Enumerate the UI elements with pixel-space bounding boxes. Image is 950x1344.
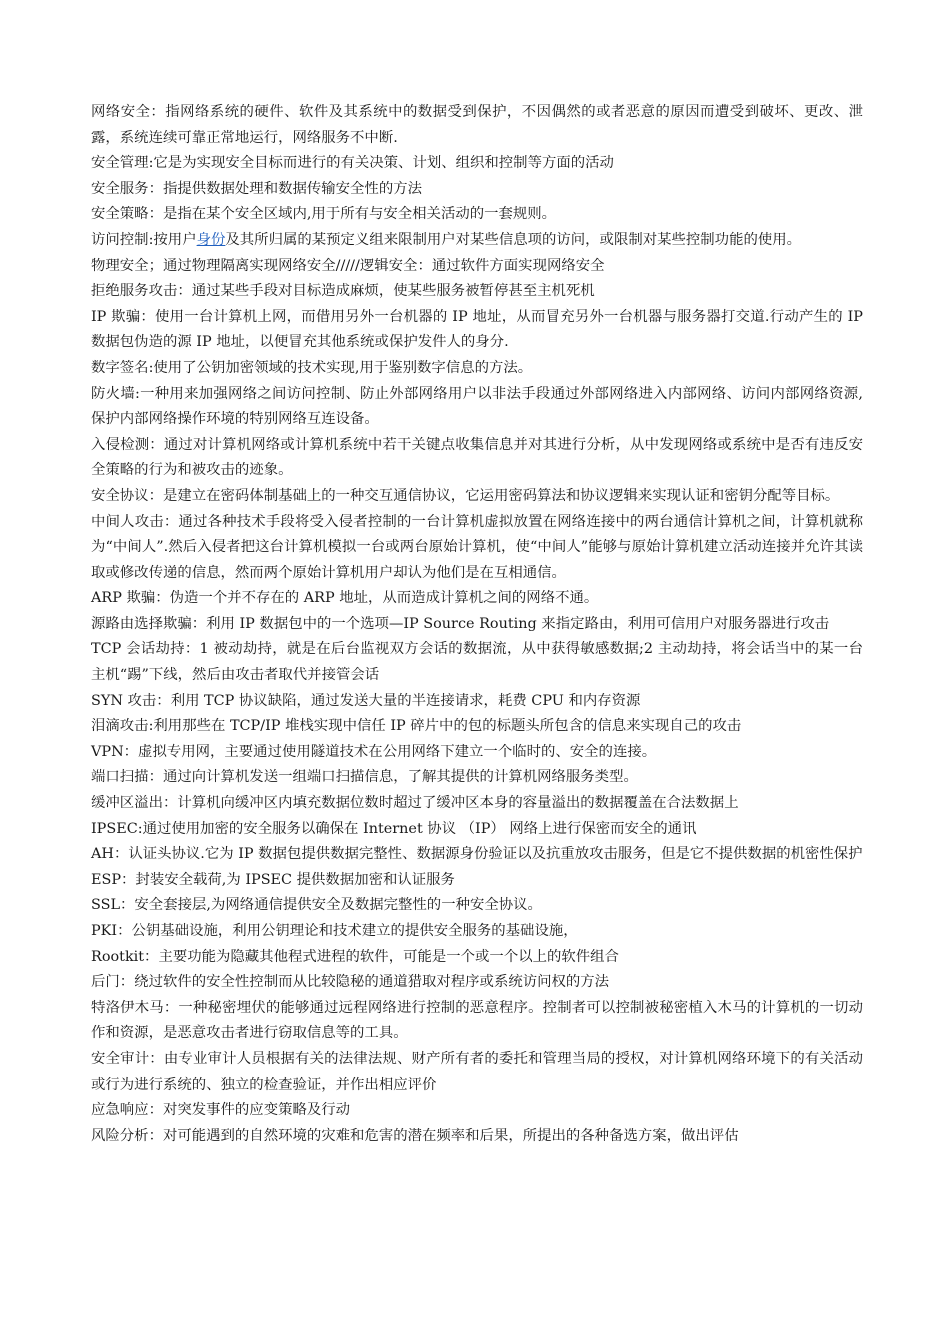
entry-risk-analysis: 风险分析：对可能遇到的自然环境的灾难和危害的潜在频率和后果，所提出的各种备选方案，做出评估 <box>91 1127 739 1144</box>
entry-security-service: 安全服务：指提供数据处理和数据传输安全性的方法 <box>91 180 422 197</box>
entry-mitm-attack: 中间人攻击：通过各种技术手段将受入侵者控制的一台计算机虚拟放置在网络连接中的两台通信计算机之间，计算机就称为“中间人”.然后入侵者把这台计算机模拟一台或两台原始计算机，使“中间人”能够与原始计算机建立活动连接并允许其读取或修改传递的信息，然而两个原始计算机用户却认为他们是在互相通信。 <box>91 513 863 581</box>
entry-teardrop-attack: 泪滴攻击:利用那些在 TCP/IP 堆栈实现中信任 IP 碎片中的包的标题头所包含的信息来实现自己的攻击 <box>91 718 742 735</box>
entry-buffer-overflow: 缓冲区溢出：计算机向缓冲区内填充数据位数时超过了缓冲区本身的容量溢出的数据覆盖在合法数据上 <box>91 795 739 812</box>
entry-digital-signature: 数字签名:使用了公钥加密领域的技术实现,用于鉴别数字信息的方法。 <box>91 359 533 376</box>
entry-backdoor: 后门：绕过软件的安全性控制而从比较隐秘的通道猎取对程序或系统访问权的方法 <box>91 974 610 991</box>
entry-rootkit: Rootkit：主要功能为隐藏其他程式进程的软件，可能是一个或一个以上的软件组合 <box>91 948 619 965</box>
entry-ah: AH：认证头协议.它为 IP 数据包提供数据完整性、数据源身份验证以及抗重放攻击服务，但是它不提供数据的机密性保护 <box>91 846 863 863</box>
entry-pki: PKI：公钥基础设施，利用公钥理论和技术建立的提供安全服务的基础设施， <box>91 923 578 939</box>
entry-tcp-hijacking: TCP 会话劫持：1 被动劫持，就是在后台监视双方会话的数据流，从中获得敏感数据;2 主动劫持，将会话当中的某一台主机“踢”下线，然后由攻击者取代并接管会话 <box>91 641 863 684</box>
entry-network-security: 网络安全：指网络系统的硬件、软件及其系统中的数据受到保护，不因偶然的或者恶意的原因而遭受到破坏、更改、泄露，系统连续可靠正常地运行，网络服务不中断. <box>91 104 863 146</box>
entry-emergency-response: 应急响应：对突发事件的应变策略及行动 <box>91 1102 351 1119</box>
entry-access-control-suffix: 及其所归属的某预定义组来限制用户对某些信息项的访问，或限制对某些控制功能的使用。 <box>225 231 802 248</box>
entry-port-scan: 端口扫描：通过向计算机发送一组端口扫描信息，了解其提供的计算机网络服务类型。 <box>91 769 638 786</box>
entry-syn-attack: SYN 攻击：利用 TCP 协议缺陷，通过发送大量的半连接请求，耗费 CPU 和内存资源 <box>91 692 641 709</box>
entry-arp-spoofing: ARP 欺骗：伪造一个并不存在的 ARP 地址，从而造成计算机之间的网络不通。 <box>91 590 599 607</box>
document-body <box>91 100 863 1149</box>
entry-esp: ESP：封装安全载荷,为 IPSEC 提供数据加密和认证服务 <box>91 871 455 888</box>
entry-trojan: 特洛伊木马：一种秘密埋伏的能够通过远程网络进行控制的恶意程序。控制者可以控制被秘密植入木马的计算机的一切动作和资源，是恶意攻击者进行窃取信息等的工具。 <box>91 999 863 1042</box>
entry-source-routing: 源路由选择欺骗：利用 IP 数据包中的一个选项—IP Source Routing 来指定路由，利用可信用户对服务器进行攻击 <box>91 615 830 632</box>
entry-physical-security: 物理安全；通过物理隔离实现网络安全/////逻辑安全：通过软件方面实现网络安全 <box>91 257 605 274</box>
entry-ip-spoofing: IP 欺骗：使用一台计算机上网，而借用另外一台机器的 IP 地址，从而冒充另外一台机器与服务器打交道.行动产生的 IP 数据包伪造的源 IP 地址，以便冒充其他系统或保护发件人的身分. <box>91 308 863 351</box>
entry-security-management: 安全管理:它是为实现安全目标而进行的有关决策、计划、组织和控制等方面的活动 <box>91 155 614 172</box>
entry-denial-of-service: 拒绝服务攻击：通过某些手段对目标造成麻烦，使某些服务被暂停甚至主机死机 <box>91 283 595 300</box>
entry-intrusion-detection: 入侵检测：通过对计算机网络或计算机系统中若干关键点收集信息并对其进行分析，从中发现网络或系统中是否有违反安全策略的行为和被攻击的迹象。 <box>91 436 863 479</box>
entry-access-control <box>91 228 863 254</box>
entry-ssl: SSL：安全套接层,为网络通信提供安全及数据完整性的一种安全协议。 <box>91 897 542 914</box>
entry-ipsec: IPSEC:通过使用加密的安全服务以确保在 Internet 协议 （IP） 网络上进行保密而安全的通讯 <box>91 820 697 837</box>
entry-access-control-prefix: 访问控制:按用户 <box>91 231 197 248</box>
entry-security-protocol: 安全协议：是建立在密码体制基础上的一种交互通信协议，它运用密码算法和协议逻辑来实现认证和密钥分配等目标。 <box>91 487 840 504</box>
identity-link[interactable]: 身份 <box>196 231 226 248</box>
entry-security-audit: 安全审计：由专业审计人员根据有关的法律法规、财产所有者的委托和管理当局的授权，对计算机网络环境下的有关活动或行为进行系统的、独立的检查验证，并作出相应评价 <box>91 1050 863 1093</box>
entry-vpn: VPN：虚拟专用网，主要通过使用隧道技术在公用网络下建立一个临时的、安全的连接。 <box>91 743 657 760</box>
entry-firewall: 防火墙:一种用来加强网络之间访问控制、防止外部网络用户以非法手段通过外部网络进入内部网络、访问内部网络资源,保护内部网络操作环境的特别网络互连设备。 <box>91 385 863 428</box>
entry-security-policy: 安全策略：是指在某个安全区域内,用于所有与安全相关活动的一套规则。 <box>91 206 557 223</box>
